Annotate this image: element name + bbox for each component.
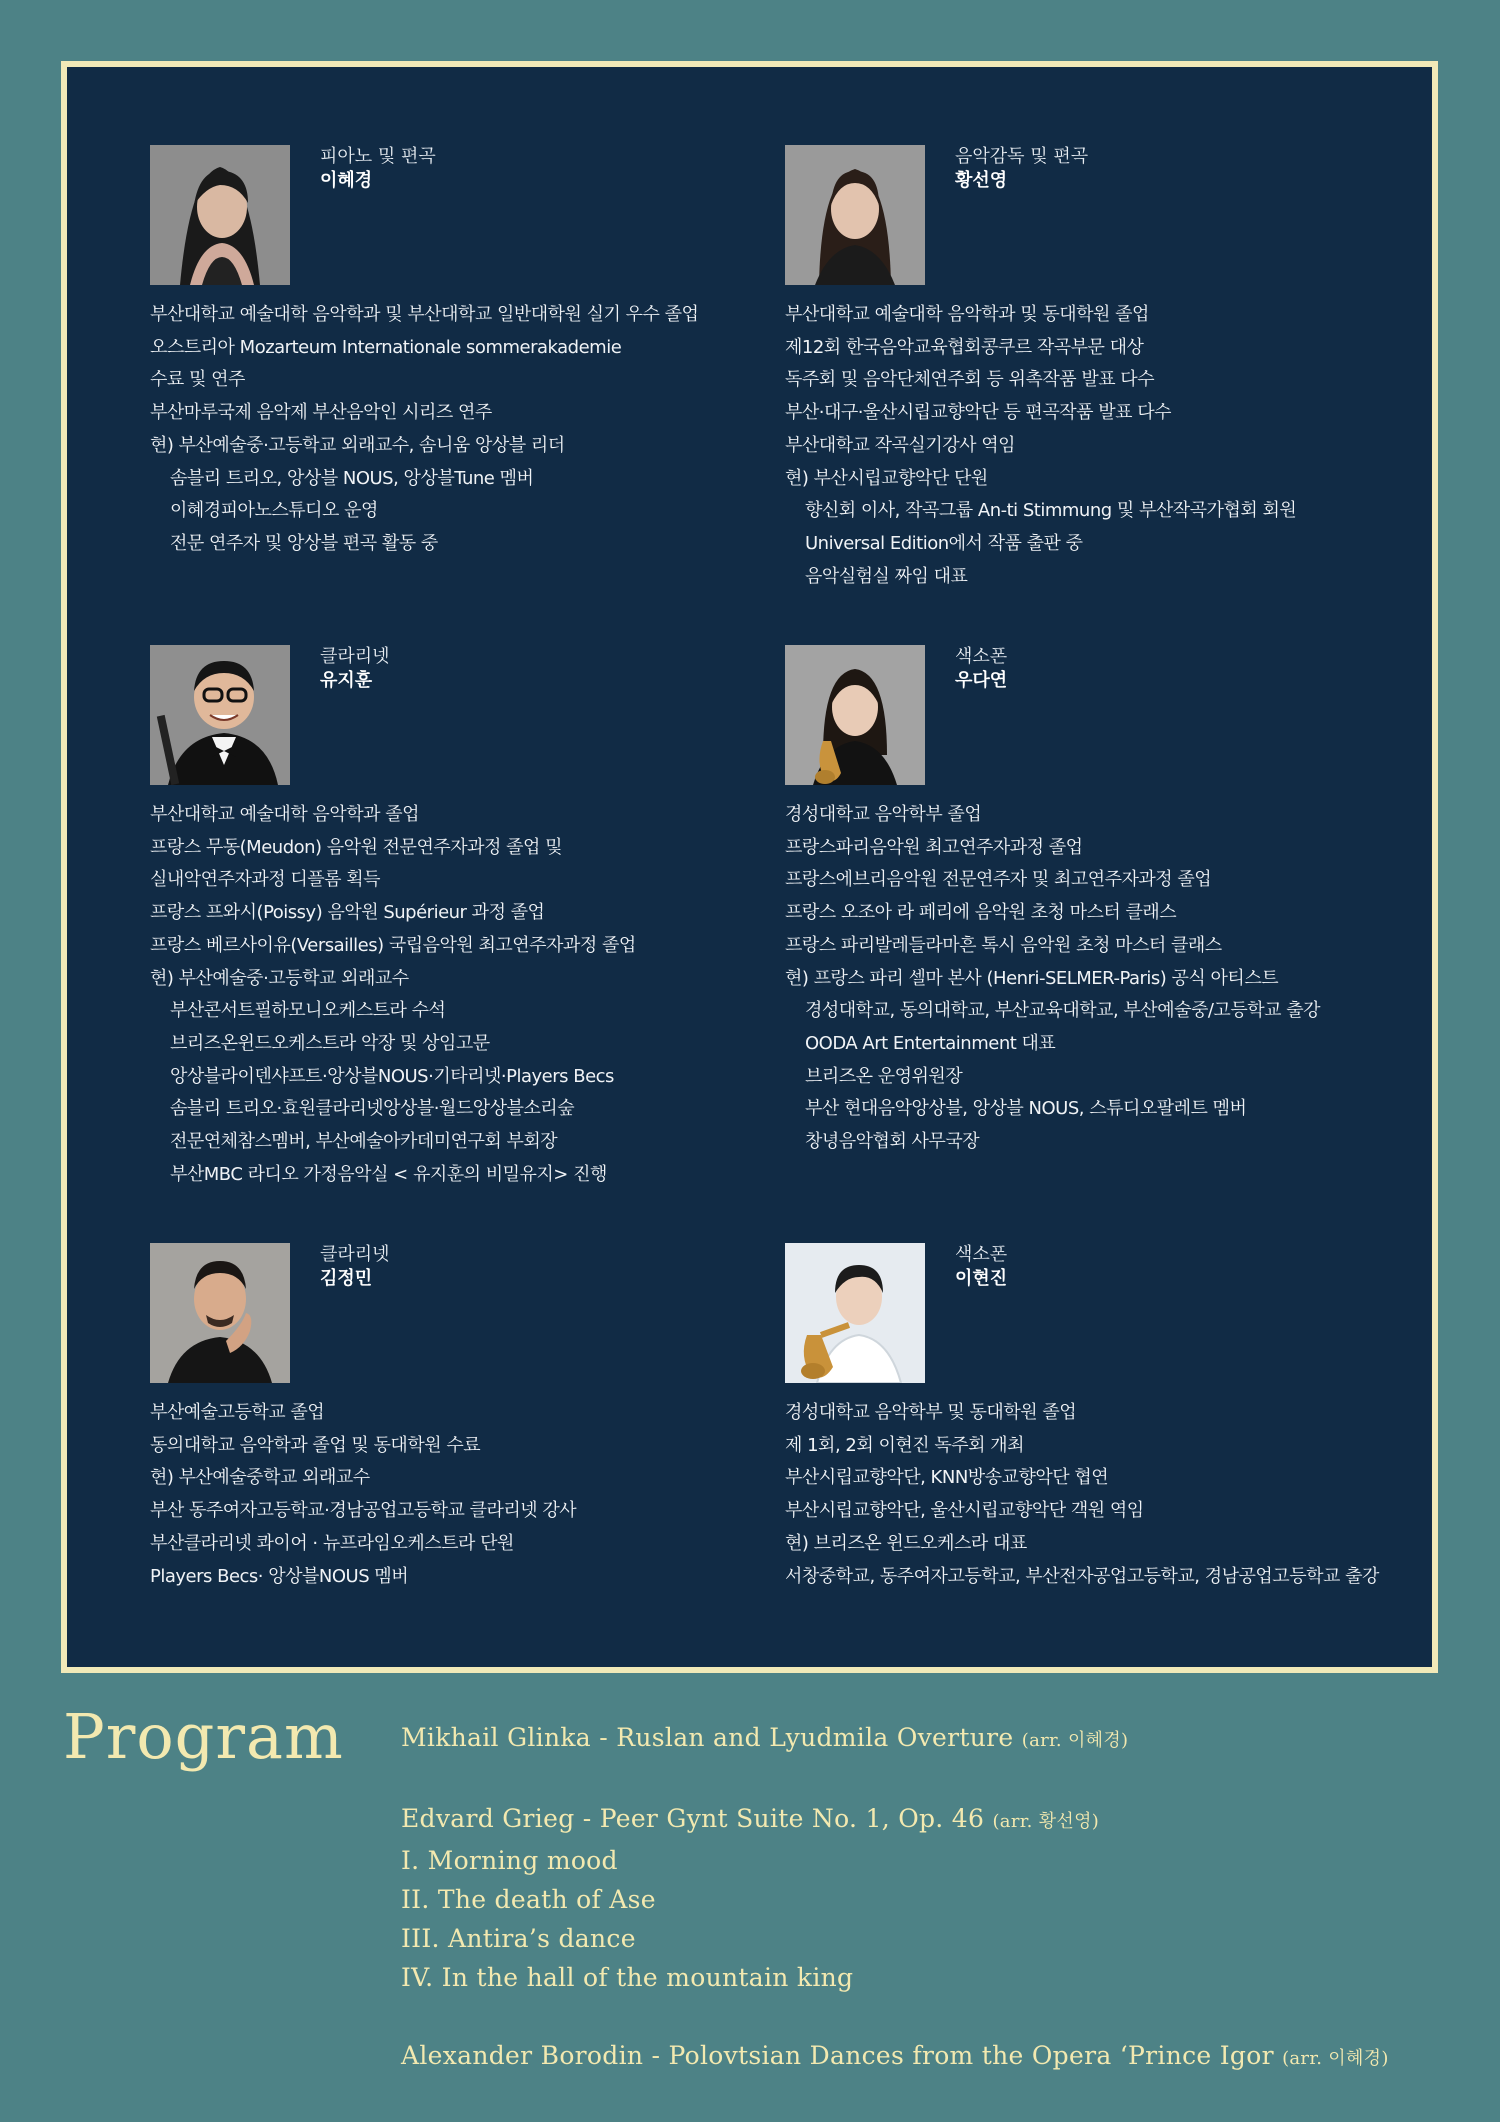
bio-line: 수료 및 연주 (150, 369, 245, 391)
musician-panel (61, 61, 1438, 1673)
musician-bio (150, 1397, 576, 1593)
bio-line: 경성대학교, 동의대학교, 부산교육대학교, 부산예술중/고등학교 출강 (805, 1000, 1320, 1022)
bio-line: 전문연체참스멤버, 부산예술아카데미연구회 부회장 (170, 1131, 558, 1153)
bio-line: 부산대학교 예술대학 음악학과 및 동대학원 졸업 (785, 304, 1149, 325)
musician-name: 우다연 (955, 670, 1008, 691)
piece-title: Edvard Grieg - Peer Gynt Suite No. 1, Op. 46 (401, 1804, 985, 1833)
bio-line: 솜블리 트리오, 앙상블 NOUS, 앙상블Tune 멤버 (170, 467, 534, 489)
bio-line: 독주회 및 음악단체연주회 등 위촉작품 발표 다수 (785, 369, 1155, 391)
movement: IV. In the hall of the mountain king (401, 1963, 854, 1992)
musician-role: 색소폰 (955, 1244, 1008, 1265)
musician-name: 이현진 (955, 1268, 1008, 1289)
bio-line: 부산·대구·울산시립교향악단 등 편곡작품 발표 다수 (785, 402, 1171, 424)
portrait-man-glasses-clarinet-icon (150, 645, 290, 785)
musician-bio (785, 299, 1296, 593)
musician-role: 색소폰 (955, 646, 1008, 667)
bio-line: 프랑스 무동(Meudon) 음악원 전문연주자과정 졸업 및 (150, 836, 562, 858)
bio-line: 부산예술고등학교 졸업 (150, 1402, 325, 1423)
bio-line: 부산 현대음악앙상블, 앙상블 NOUS, 스튜디오팔레트 멤버 (805, 1098, 1247, 1120)
musician-role: 음악감독 및 편곡 (955, 146, 1089, 167)
piece-arranger: (arr. 이혜경) (1282, 2048, 1389, 2069)
bio-line: 부산대학교 작곡실기강사 역임 (785, 434, 1015, 456)
bio-line: 제 1회, 2회 이현진 독주회 개최 (785, 1434, 1025, 1456)
piece-title: Mikhail Glinka - Ruslan and Lyudmila Overture (401, 1723, 1014, 1752)
musician-role: 클라리넷 (320, 1244, 390, 1265)
bio-line: 프랑스 베르사이유(Versailles) 국립음악원 최고연주자과정 졸업 (150, 934, 636, 956)
musician-bio (785, 1397, 1379, 1593)
piece-title: Alexander Borodin - Polovtsian Dances from the Opera ‘Prince Igor (401, 2041, 1274, 2070)
bio-line: 브리즈온 운영위원장 (805, 1065, 963, 1087)
bio-line: 부산대학교 예술대학 음악학과 졸업 (150, 804, 419, 825)
bio-line: 프랑스 오조아 라 페리에 음악원 초청 마스터 클래스 (785, 902, 1177, 924)
bio-line: 부산시립교향악단, 울산시립교향악단 객원 역임 (785, 1500, 1144, 1522)
bio-line: OODA Art Entertainment 대표 (805, 1032, 1056, 1054)
musician-role: 피아노 및 편곡 (320, 146, 436, 167)
bio-line: 브리즈온윈드오케스트라 악장 및 상임고문 (170, 1032, 490, 1054)
portrait-woman-long-hair-icon (150, 145, 290, 285)
bio-line: 오스트리아 Mozarteum Internationale sommerakademie (150, 336, 622, 358)
bio-line: 현) 부산예술중·고등학교 외래교수, 솜니움 앙상블 리더 (150, 434, 565, 456)
portrait-man-saxophone-icon (785, 1243, 925, 1383)
musician-name: 황선영 (955, 170, 1008, 191)
bio-line: 부산 동주여자고등학교·경남공업고등학교 클라리넷 강사 (150, 1500, 577, 1522)
musician-bio (150, 799, 636, 1191)
bio-line: Players Becs· 앙상블NOUS 멤버 (150, 1565, 409, 1587)
program-piece (401, 2036, 1389, 2078)
bio-line: 프랑스 파리발레들라마흔 톡시 음악원 초청 마스터 클래스 (785, 934, 1222, 956)
bio-line: 창녕음악협회 사무국장 (805, 1131, 980, 1153)
movement: II. The death of Ase (401, 1885, 656, 1914)
bio-line: 경성대학교 음악학부 졸업 (785, 804, 982, 825)
bio-line: 부산시립교향악단, KNN방송교향악단 협연 (785, 1467, 1109, 1489)
musician-name: 김정민 (320, 1268, 373, 1289)
bio-line: 프랑스파리음악원 최고연주자과정 졸업 (785, 836, 1083, 858)
bio-line: 서창중학교, 동주여자고등학교, 부산전자공업고등학교, 경남공업고등학교 출강 (785, 1565, 1379, 1587)
bio-line: 현) 부산시립교향악단 단원 (785, 467, 988, 489)
bio-line: 현) 부산예술중학교 외래교수 (150, 1467, 370, 1489)
program-title: Program (63, 1700, 344, 1773)
bio-line: 부산마루국제 음악제 부산음악인 시리즈 연주 (150, 402, 492, 424)
musician-bio (150, 299, 698, 561)
bio-line: 프랑스 프와시(Poissy) 음악원 Supérieur 과정 졸업 (150, 902, 545, 924)
bio-line: 부산콘서트필하모니오케스트라 수석 (170, 1000, 446, 1022)
bio-line: 이혜경피아노스튜디오 운영 (170, 500, 378, 522)
bio-line: 음악실험실 짜임 대표 (805, 565, 968, 587)
bio-line: 현) 브리즈온 윈드오케스라 대표 (785, 1532, 1027, 1554)
bio-line: 경성대학교 음악학부 및 동대학원 졸업 (785, 1402, 1077, 1423)
portrait-man-hand-on-chin-icon (150, 1243, 290, 1383)
musician-name: 유지훈 (320, 670, 373, 691)
program-piece (401, 1799, 1389, 1841)
musician-name: 이혜경 (320, 170, 373, 191)
bio-line: 전문 연주자 및 앙상블 편곡 활동 중 (170, 532, 438, 554)
bio-line: 부산대학교 예술대학 음악학과 및 부산대학교 일반대학원 실기 우수 졸업 (150, 304, 699, 325)
movement: I. Morning mood (401, 1846, 618, 1875)
portrait-woman-saxophone-icon (785, 645, 925, 785)
program-list (401, 1718, 1389, 2078)
bio-line: 프랑스에브리음악원 전문연주자 및 최고연주자과정 졸업 (785, 869, 1212, 891)
piece-arranger: (arr. 이혜경) (1021, 1730, 1129, 1751)
bio-line: 실내악연주자과정 디플롬 획득 (150, 869, 380, 891)
bio-line: Universal Edition에서 작품 출판 중 (805, 532, 1083, 554)
movement: III. Antira’s dance (401, 1924, 636, 1953)
musician-bio (785, 799, 1320, 1159)
bio-line: 현) 부산예술중·고등학교 외래교수 (150, 967, 409, 989)
bio-line: 현) 프랑스 파리 셀마 본사 (Henri-SELMER-Paris) 공식 아티스트 (785, 967, 1279, 989)
piece-arranger: (arr. 황선영) (992, 1811, 1100, 1832)
bio-line: 앙상블라이덴샤프트·앙상블NOUS·기타리넷·Players Becs (170, 1065, 614, 1087)
bio-line: 제12회 한국음악교육협회콩쿠르 작곡부문 대상 (785, 336, 1144, 358)
bio-line: 부산MBC 라디오 가정음악실 < 유지훈의 비밀유지> 진행 (170, 1163, 607, 1185)
bio-line: 솜블리 트리오·효원클라리넷앙상블·월드앙상블소리숲 (170, 1098, 575, 1120)
bio-line: 부산클라리넷 콰이어 · 뉴프라임오케스트라 단원 (150, 1532, 514, 1554)
musician-role: 클라리넷 (320, 646, 390, 667)
program-piece (401, 1718, 1389, 1760)
bio-line: 동의대학교 음악학과 졸업 및 동대학원 수료 (150, 1434, 481, 1456)
portrait-woman-dark-hair-icon (785, 145, 925, 285)
bio-line: 향신회 이사, 작곡그룹 An-ti Stimmung 및 부산작곡가협회 회원 (805, 500, 1297, 522)
